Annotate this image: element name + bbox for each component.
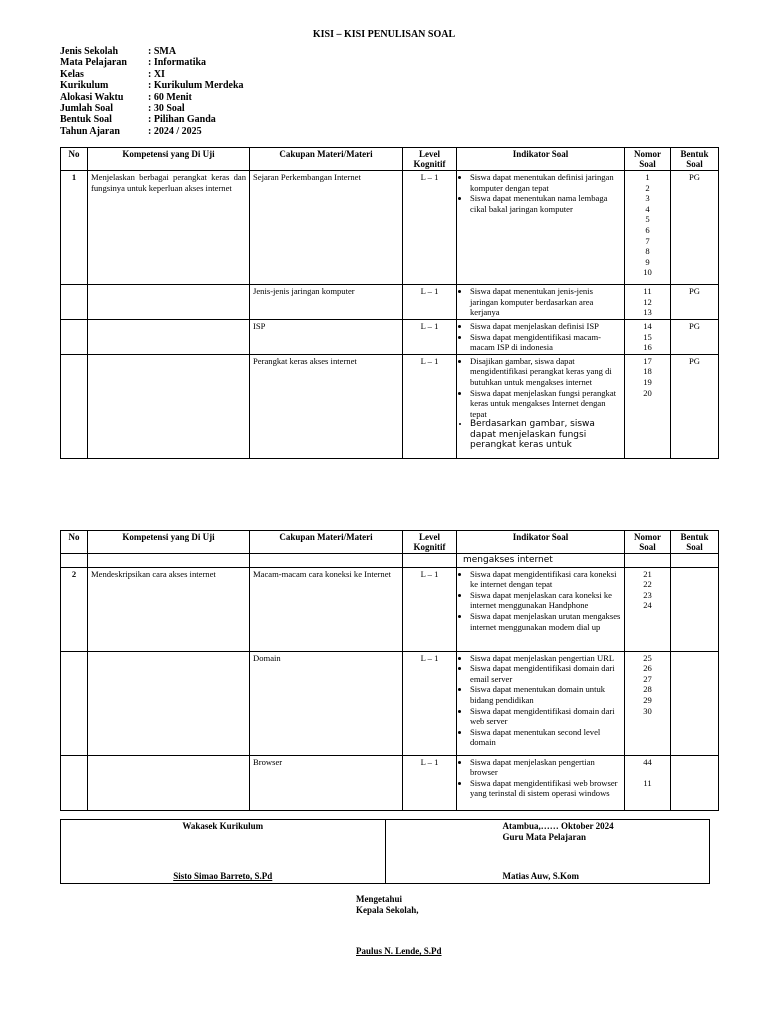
cell-indikator <box>457 171 625 285</box>
header-no: No <box>61 148 88 171</box>
indikator-item: • Siswa dapat mengidentifikasi cara koneksi ke internet dengan tepat <box>470 569 621 590</box>
indikator-item: • Siswa dapat menjelaskan cara koneksi ke internet menggunakan Handphone <box>470 590 621 611</box>
indikator-item: • Siswa dapat menjelaskan pengertian URL <box>470 653 621 664</box>
cell-no <box>61 320 88 355</box>
cell-level: L – 1 <box>403 320 457 355</box>
cell-materi: ISP <box>250 320 403 355</box>
cell-materi: Perangkat keras akses internet <box>250 354 403 458</box>
indikator-item: • Siswa dapat menentukan definisi jaringan komputer dengan tepat <box>470 172 621 193</box>
header-nomor: Nomor Soal <box>625 531 671 554</box>
indikator-item: • Siswa dapat mengidentifikasi domain dari web server <box>470 706 621 727</box>
kepsek-name: Paulus N. Lende, S.Pd <box>356 946 442 956</box>
header-kompetensi: Kompetensi yang Di Uji <box>88 531 250 554</box>
meta-row <box>60 69 244 80</box>
indikator-list <box>460 653 621 748</box>
kisi-table-1 <box>60 147 719 459</box>
indikator-list <box>460 757 621 799</box>
table-row <box>61 651 719 755</box>
header-bentuk: Bentuk Soal <box>671 531 719 554</box>
meta-label: Tahun Ajaran <box>60 125 120 137</box>
cell-nomor <box>625 354 671 458</box>
cell-materi: Macam-macam cara koneksi ke Internet <box>250 567 403 651</box>
nomor-soal: 19 <box>643 376 652 387</box>
indikator-item: • Siswa dapat menjelaskan definisi ISP <box>470 321 621 332</box>
nomor-soal: 2 <box>645 182 650 193</box>
cell-no: 1 <box>61 171 88 285</box>
indikator-item: • Siswa dapat mengidentifikasi domain dari email server <box>470 663 621 684</box>
table-row <box>61 354 719 458</box>
nomor-soal: 21 <box>643 568 652 579</box>
meta-label: Mata Pelajaran <box>60 57 127 69</box>
nomor-soal: 20 <box>643 387 652 398</box>
cell-bentuk: PG <box>671 171 719 285</box>
cell-level: L – 1 <box>403 755 457 810</box>
continuation-row <box>61 554 719 568</box>
table-row <box>61 285 719 320</box>
meta-value: : Pilihan Ganda <box>148 114 216 126</box>
meta-value: : 60 Menit <box>148 91 192 103</box>
cell-no: 2 <box>61 567 88 651</box>
nomor-soal: 15 <box>643 331 652 342</box>
nomor-soal: 16 <box>643 342 652 353</box>
cell-kompetensi <box>88 285 250 320</box>
nomor-soal: 18 <box>643 366 652 377</box>
cell-indikator <box>457 320 625 355</box>
cell-nomor <box>625 755 671 810</box>
indikator-item: • Siswa dapat menjelaskan fungsi perangkat keras untuk mengakses Internet dengan tepat <box>470 388 621 420</box>
nomor-soal: 6 <box>645 224 650 235</box>
cell-indikator <box>457 354 625 458</box>
meta-label: Jenis Sekolah <box>60 46 119 57</box>
meta-row <box>60 103 244 114</box>
nomor-soal: 17 <box>643 355 652 366</box>
indikator-list <box>460 569 621 633</box>
nomor-soal: 3 <box>645 193 650 204</box>
header-materi: Cakupan Materi/Materi <box>250 148 403 171</box>
cell-indikator <box>457 651 625 755</box>
meta-value: : 2024 / 2025 <box>148 125 202 137</box>
cell-kompetensi <box>88 755 250 810</box>
meta-row <box>60 46 244 57</box>
cell-level: L – 1 <box>403 171 457 285</box>
mengetahui-block <box>356 894 419 916</box>
cell-bentuk: PG <box>671 285 719 320</box>
indikator-item: • Siswa dapat menjelaskan urutan mengakses internet menggunakan modem dial up <box>470 611 621 632</box>
cell-no <box>61 755 88 810</box>
nomor-soal: 5 <box>645 214 650 225</box>
header-level: Level Kognitif <box>403 148 457 171</box>
meta-label: Kurikulum <box>60 80 109 92</box>
nomor-soal: 4 <box>645 203 650 214</box>
meta-value: : 30 Soal <box>148 102 185 114</box>
header-materi: Cakupan Materi/Materi <box>250 531 403 554</box>
nomor-soal: 14 <box>643 321 652 331</box>
meta-row <box>60 92 244 103</box>
indikator-list <box>460 356 621 451</box>
cell-materi: Jenis-jenis jaringan komputer <box>250 285 403 320</box>
header-level: Level Kognitif <box>403 531 457 554</box>
continuation-text: mengakses internet <box>457 554 625 568</box>
header-nomor: Nomor Soal <box>625 148 671 171</box>
cell-kompetensi <box>88 354 250 458</box>
cell-bentuk: PG <box>671 320 719 355</box>
nomor-soal: 25 <box>643 652 652 663</box>
nomor-soal: 11 <box>643 286 652 296</box>
meta-row <box>60 126 244 137</box>
header-indikator: Indikator Soal <box>457 531 625 554</box>
cell-level: L – 1 <box>403 651 457 755</box>
meta-value: : SMA <box>148 46 177 57</box>
kisi-table-2 <box>60 530 719 811</box>
nomor-soal <box>628 767 667 778</box>
guru-title: Guru Mata Pelajaran <box>502 832 586 842</box>
indikator-list <box>460 172 621 214</box>
meta-label: Bentuk Soal <box>60 114 112 126</box>
cell-bentuk <box>671 567 719 651</box>
nomor-soal: 12 <box>643 296 652 307</box>
cell-nomor <box>625 320 671 355</box>
indikator-item: • Disajikan gambar, siswa dapat mengidentifikasi perangkat keras yang di butuhkan untuk mengakses internet <box>470 356 621 388</box>
cell-materi: Browser <box>250 755 403 810</box>
nomor-soal: 44 <box>643 756 652 767</box>
indikator-list <box>460 286 621 318</box>
table-row <box>61 171 719 285</box>
nomor-soal: 23 <box>643 589 652 600</box>
indikator-item: • Siswa dapat menentukan domain untuk bidang pendidikan <box>470 684 621 705</box>
nomor-soal: 9 <box>645 256 650 267</box>
meta-value: : Kurikulum Merdeka <box>148 80 244 92</box>
cell-bentuk: PG <box>671 354 719 458</box>
cell-level: L – 1 <box>403 285 457 320</box>
nomor-soal: 30 <box>643 705 652 716</box>
cell-no <box>61 651 88 755</box>
nomor-soal: 8 <box>645 246 650 257</box>
indikator-item: • Siswa dapat mengidentifikasi web browser yang terinstal di sistem operasi windows <box>470 778 621 799</box>
cell-level: L – 1 <box>403 567 457 651</box>
cell-kompetensi: Menjelaskan berbagai perangkat keras dan fungsinya untuk keperluan akses internet <box>88 171 250 285</box>
cell-level: L – 1 <box>403 354 457 458</box>
meta-block <box>60 46 244 137</box>
meta-label: Alokasi Waktu <box>60 91 124 103</box>
header-indikator: Indikator Soal <box>457 148 625 171</box>
cell-nomor <box>625 567 671 651</box>
nomor-soal: 27 <box>643 673 652 684</box>
cell-bentuk <box>671 651 719 755</box>
cell-kompetensi <box>88 320 250 355</box>
nomor-soal: 7 <box>645 235 650 246</box>
indikator-item: • Siswa dapat mengidentifikasi macam-macam ISP di indonesia <box>470 332 621 353</box>
indikator-item: • Berdasarkan gambar, siswa dapat menjelaskan fungsi perangkat keras untuk <box>470 419 621 451</box>
meta-value: : Informatika <box>148 57 207 69</box>
meta-label: Kelas <box>60 68 84 80</box>
signature-box <box>60 819 710 884</box>
meta-row <box>60 57 244 68</box>
cell-materi: Sejaran Perkembangan Internet <box>250 171 403 285</box>
indikator-item: • Siswa dapat menentukan nama lembaga cikal bakal jaringan komputer <box>470 193 621 214</box>
table-header-row <box>61 531 719 554</box>
nomor-soal: 24 <box>643 600 652 611</box>
nomor-soal: 22 <box>643 579 652 590</box>
meta-row <box>60 114 244 125</box>
cell-no <box>61 285 88 320</box>
wakasek-name: Sisto Simao Barreto, S.Pd <box>173 871 273 881</box>
indikator-list <box>460 321 621 353</box>
cell-indikator <box>457 567 625 651</box>
nomor-soal: 29 <box>643 694 652 705</box>
cell-nomor <box>625 171 671 285</box>
nomor-soal: 10 <box>643 267 652 278</box>
signature-right <box>385 820 710 883</box>
nomor-soal: 28 <box>643 684 652 695</box>
cell-indikator <box>457 285 625 320</box>
meta-row <box>60 80 244 91</box>
nomor-soal: 11 <box>643 777 652 788</box>
document-title: KISI – KISI PENULISAN SOAL <box>312 29 456 40</box>
guru-name: Matias Auw, S.Kom <box>502 871 580 881</box>
kepsek-title: Kepala Sekolah, <box>356 905 419 915</box>
meta-label: Jumlah Soal <box>60 102 114 114</box>
cell-nomor <box>625 285 671 320</box>
signature-left <box>61 820 385 883</box>
cell-kompetensi: Mendeskripsikan cara akses internet <box>88 567 250 651</box>
header-bentuk: Bentuk Soal <box>671 148 719 171</box>
header-no: No <box>61 531 88 554</box>
nomor-soal: 26 <box>643 663 652 674</box>
mengetahui-label: Mengetahui <box>356 894 402 904</box>
cell-nomor <box>625 651 671 755</box>
table-row <box>61 755 719 810</box>
table-row <box>61 320 719 355</box>
table-row <box>61 567 719 651</box>
place-date: Atambua,…… Oktober 2024 <box>502 821 614 831</box>
nomor-soal: 13 <box>643 307 652 318</box>
wakasek-title: Wakasek Kurikulum <box>182 821 264 831</box>
cell-indikator <box>457 755 625 810</box>
nomor-soal: 1 <box>645 172 650 182</box>
indikator-item: • Siswa dapat menentukan jenis-jenis jaringan komputer berdasarkan area kerjanya <box>470 286 621 318</box>
meta-value: : XI <box>148 68 165 80</box>
cell-materi: Domain <box>250 651 403 755</box>
cell-no <box>61 354 88 458</box>
cell-bentuk <box>671 755 719 810</box>
indikator-item: • Siswa dapat menentukan second level domain <box>470 727 621 748</box>
cell-kompetensi <box>88 651 250 755</box>
header-kompetensi: Kompetensi yang Di Uji <box>88 148 250 171</box>
table-header-row <box>61 148 719 171</box>
indikator-item: • Siswa dapat menjelaskan pengertian browser <box>470 757 621 778</box>
